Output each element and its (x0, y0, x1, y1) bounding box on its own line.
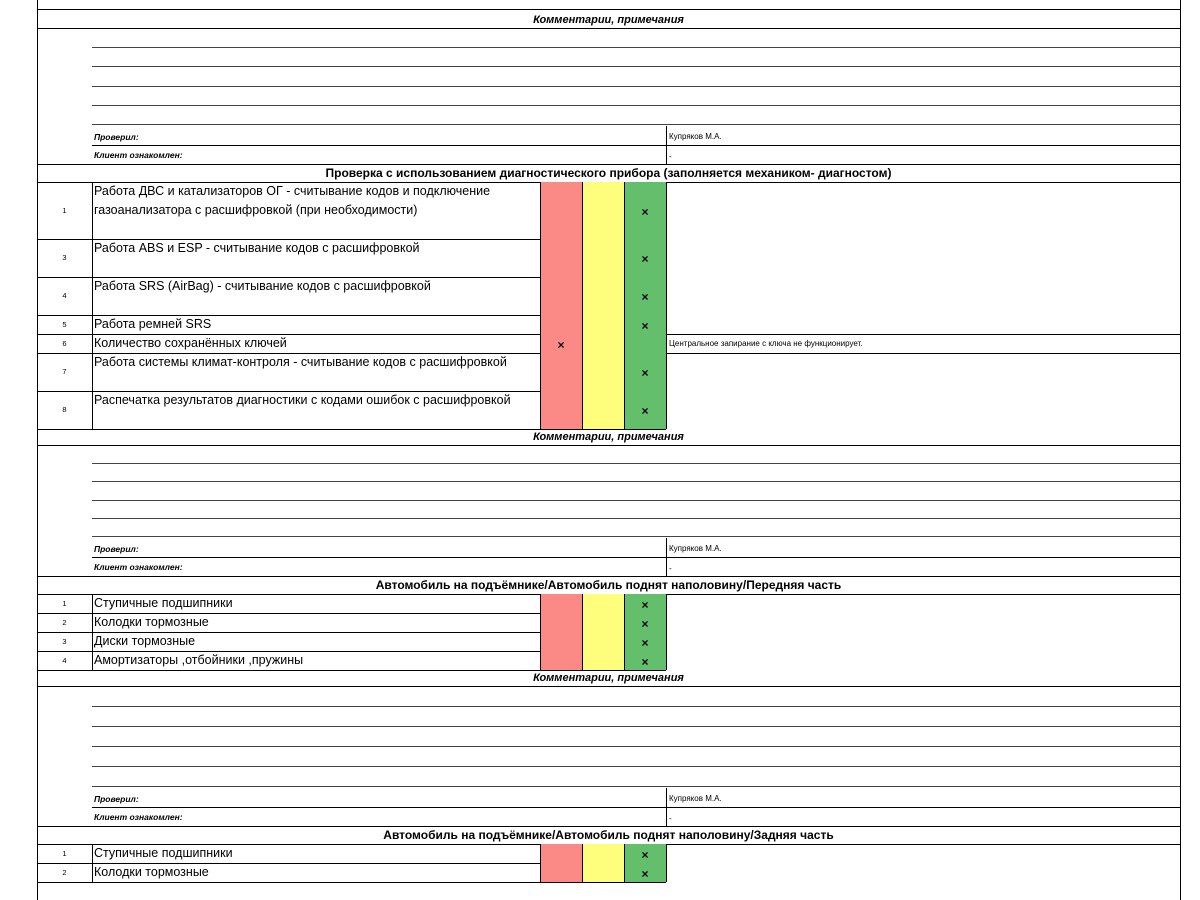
grid-line (37, 0, 38, 900)
status-mark: × (641, 635, 649, 650)
client-ack-value: - (669, 564, 672, 573)
item-number: 4 (62, 291, 67, 300)
status-red-cell (540, 651, 582, 670)
grid-line (92, 463, 1180, 464)
grid-line (92, 182, 93, 429)
grid-line (37, 28, 1180, 29)
item-text: Работа ДВС и катализаторов ОГ - считывание кодов и подключение газоанализатора с расшифровкой (при необходимости) (94, 184, 491, 217)
grid-line (540, 594, 541, 670)
status-mark: × (641, 366, 649, 380)
item-number: 1 (62, 848, 67, 858)
status-mark: × (641, 252, 649, 266)
grid-line (37, 882, 666, 883)
comments-header: Комментарии, примечания (533, 14, 684, 26)
grid-line (92, 47, 1180, 48)
status-red-cell (540, 863, 582, 882)
grid-line (92, 746, 1180, 747)
status-red-cell (540, 391, 582, 429)
item-text: Работа ABS и ESP - считывание кодов с расшифровкой (94, 241, 420, 255)
grid-line (582, 594, 583, 670)
item-text: Амортизаторы ,отбойники ,пружины (94, 653, 304, 667)
status-yellow-cell (582, 277, 624, 315)
item-text: Колодки тормозные (94, 865, 209, 879)
grid-line (92, 105, 1180, 106)
grid-line (37, 445, 1180, 446)
item-number: 3 (62, 636, 67, 646)
grid-line (666, 844, 667, 882)
status-mark: × (641, 654, 649, 669)
grid-line (624, 844, 625, 882)
status-red-cell (540, 353, 582, 391)
item-number: 8 (62, 405, 67, 414)
grid-line (540, 844, 541, 882)
grid-line (92, 557, 1180, 558)
item-number: 6 (62, 338, 67, 348)
status-mark: × (641, 404, 649, 418)
item-number: 7 (62, 367, 67, 376)
grid-line (92, 726, 1180, 727)
status-mark: × (641, 866, 649, 881)
grid-line (92, 706, 1180, 707)
status-mark: × (557, 337, 565, 352)
client-ack-label: Клиент ознакомлен: (94, 562, 183, 572)
item-text: Количество сохранённых ключей (94, 336, 287, 350)
grid-line (666, 182, 667, 429)
item-text: Ступичные подшипники (94, 846, 233, 860)
grid-line (624, 182, 625, 429)
client-ack-value: - (669, 152, 672, 161)
checked-by-label: Проверил: (94, 132, 139, 142)
grid-line (37, 826, 1180, 827)
status-red-cell (540, 632, 582, 651)
grid-line (666, 594, 667, 670)
item-text: Работа SRS (AirBag) - считывание кодов с расшифровкой (94, 279, 431, 293)
status-red-cell (540, 613, 582, 632)
status-mark: × (641, 318, 649, 333)
grid-line (92, 66, 1180, 67)
status-red-cell (540, 277, 582, 315)
grid-line (92, 786, 1180, 787)
item-text: Диски тормозные (94, 634, 196, 648)
grid-line (666, 126, 667, 164)
status-red-cell (540, 844, 582, 863)
grid-line (92, 766, 1180, 767)
comments-header: Комментарии, примечания (533, 672, 684, 684)
status-mark: × (641, 616, 649, 631)
status-red-cell (540, 594, 582, 613)
grid-line (92, 500, 1180, 501)
checker-name: Купряков М.А. (669, 544, 722, 553)
item-text: Распечатка результатов диагностики с кодами ошибок с расшифровкой (94, 393, 511, 407)
grid-line (92, 518, 1180, 519)
status-yellow-cell (582, 353, 624, 391)
status-green-cell (624, 334, 666, 353)
status-yellow-cell (582, 594, 624, 613)
grid-line (37, 164, 1180, 165)
grid-line (582, 182, 583, 429)
item-number: 5 (62, 319, 67, 329)
checker-name: Купряков М.А. (669, 794, 722, 803)
comments-header: Комментарии, примечания (533, 431, 684, 443)
grid-line (624, 594, 625, 670)
status-red-cell (540, 182, 582, 239)
grid-line (92, 844, 93, 882)
grid-line (92, 124, 1180, 125)
client-ack-label: Клиент ознакомлен: (94, 150, 183, 160)
status-red-cell (540, 239, 582, 277)
status-mark: × (641, 847, 649, 862)
status-yellow-cell (582, 182, 624, 239)
grid-line (92, 536, 1180, 537)
grid-line (666, 788, 667, 826)
grid-line (92, 807, 1180, 808)
item-text: Работа ремней SRS (94, 317, 212, 331)
status-yellow-cell (582, 844, 624, 863)
item-text: Ступичные подшипники (94, 596, 233, 610)
status-yellow-cell (582, 239, 624, 277)
item-text: Колодки тормозные (94, 615, 209, 629)
checked-by-label: Проверил: (94, 544, 139, 554)
grid-line (37, 9, 1180, 10)
status-yellow-cell (582, 632, 624, 651)
grid-line (92, 86, 1180, 87)
grid-line (540, 182, 541, 429)
status-mark: × (641, 204, 649, 219)
item-note: Центральное запирание с ключа не функционирует. (669, 339, 863, 348)
status-yellow-cell (582, 863, 624, 882)
item-number: 1 (62, 598, 67, 608)
status-yellow-cell (582, 391, 624, 429)
checked-by-label: Проверил: (94, 794, 139, 804)
item-number: 2 (62, 867, 67, 877)
grid-line (582, 844, 583, 882)
item-number: 2 (62, 617, 67, 627)
status-mark: × (641, 290, 649, 304)
status-yellow-cell (582, 334, 624, 353)
item-number: 4 (62, 655, 67, 665)
grid-line (37, 686, 1180, 687)
section_diag-title: Проверка с использованием диагностического прибора (заполняется механиком- диагностом) (325, 166, 892, 180)
status-yellow-cell (582, 315, 624, 334)
grid-line (37, 576, 1180, 577)
checker-name: Купряков М.А. (669, 132, 722, 141)
section_front-title: Автомобиль на подъёмнике/Автомобиль поднят наполовину/Передняя часть (375, 578, 842, 592)
grid-line (92, 594, 93, 670)
grid-line (1180, 0, 1181, 900)
grid-line (666, 538, 667, 576)
status-yellow-cell (582, 651, 624, 670)
grid-line (92, 481, 1180, 482)
grid-line (92, 145, 1180, 146)
status-yellow-cell (582, 613, 624, 632)
item-text: Работа системы климат-контроля - считывание кодов с расшифровкой (94, 355, 507, 369)
section_rear-title: Автомобиль на подъёмнике/Автомобиль поднят наполовину/Задняя часть (383, 828, 834, 842)
item-number: 1 (62, 205, 67, 215)
item-number: 3 (62, 253, 67, 262)
client-ack-label: Клиент ознакомлен: (94, 812, 183, 822)
client-ack-value: - (669, 814, 672, 823)
status-red-cell (540, 315, 582, 334)
status-mark: × (641, 597, 649, 612)
